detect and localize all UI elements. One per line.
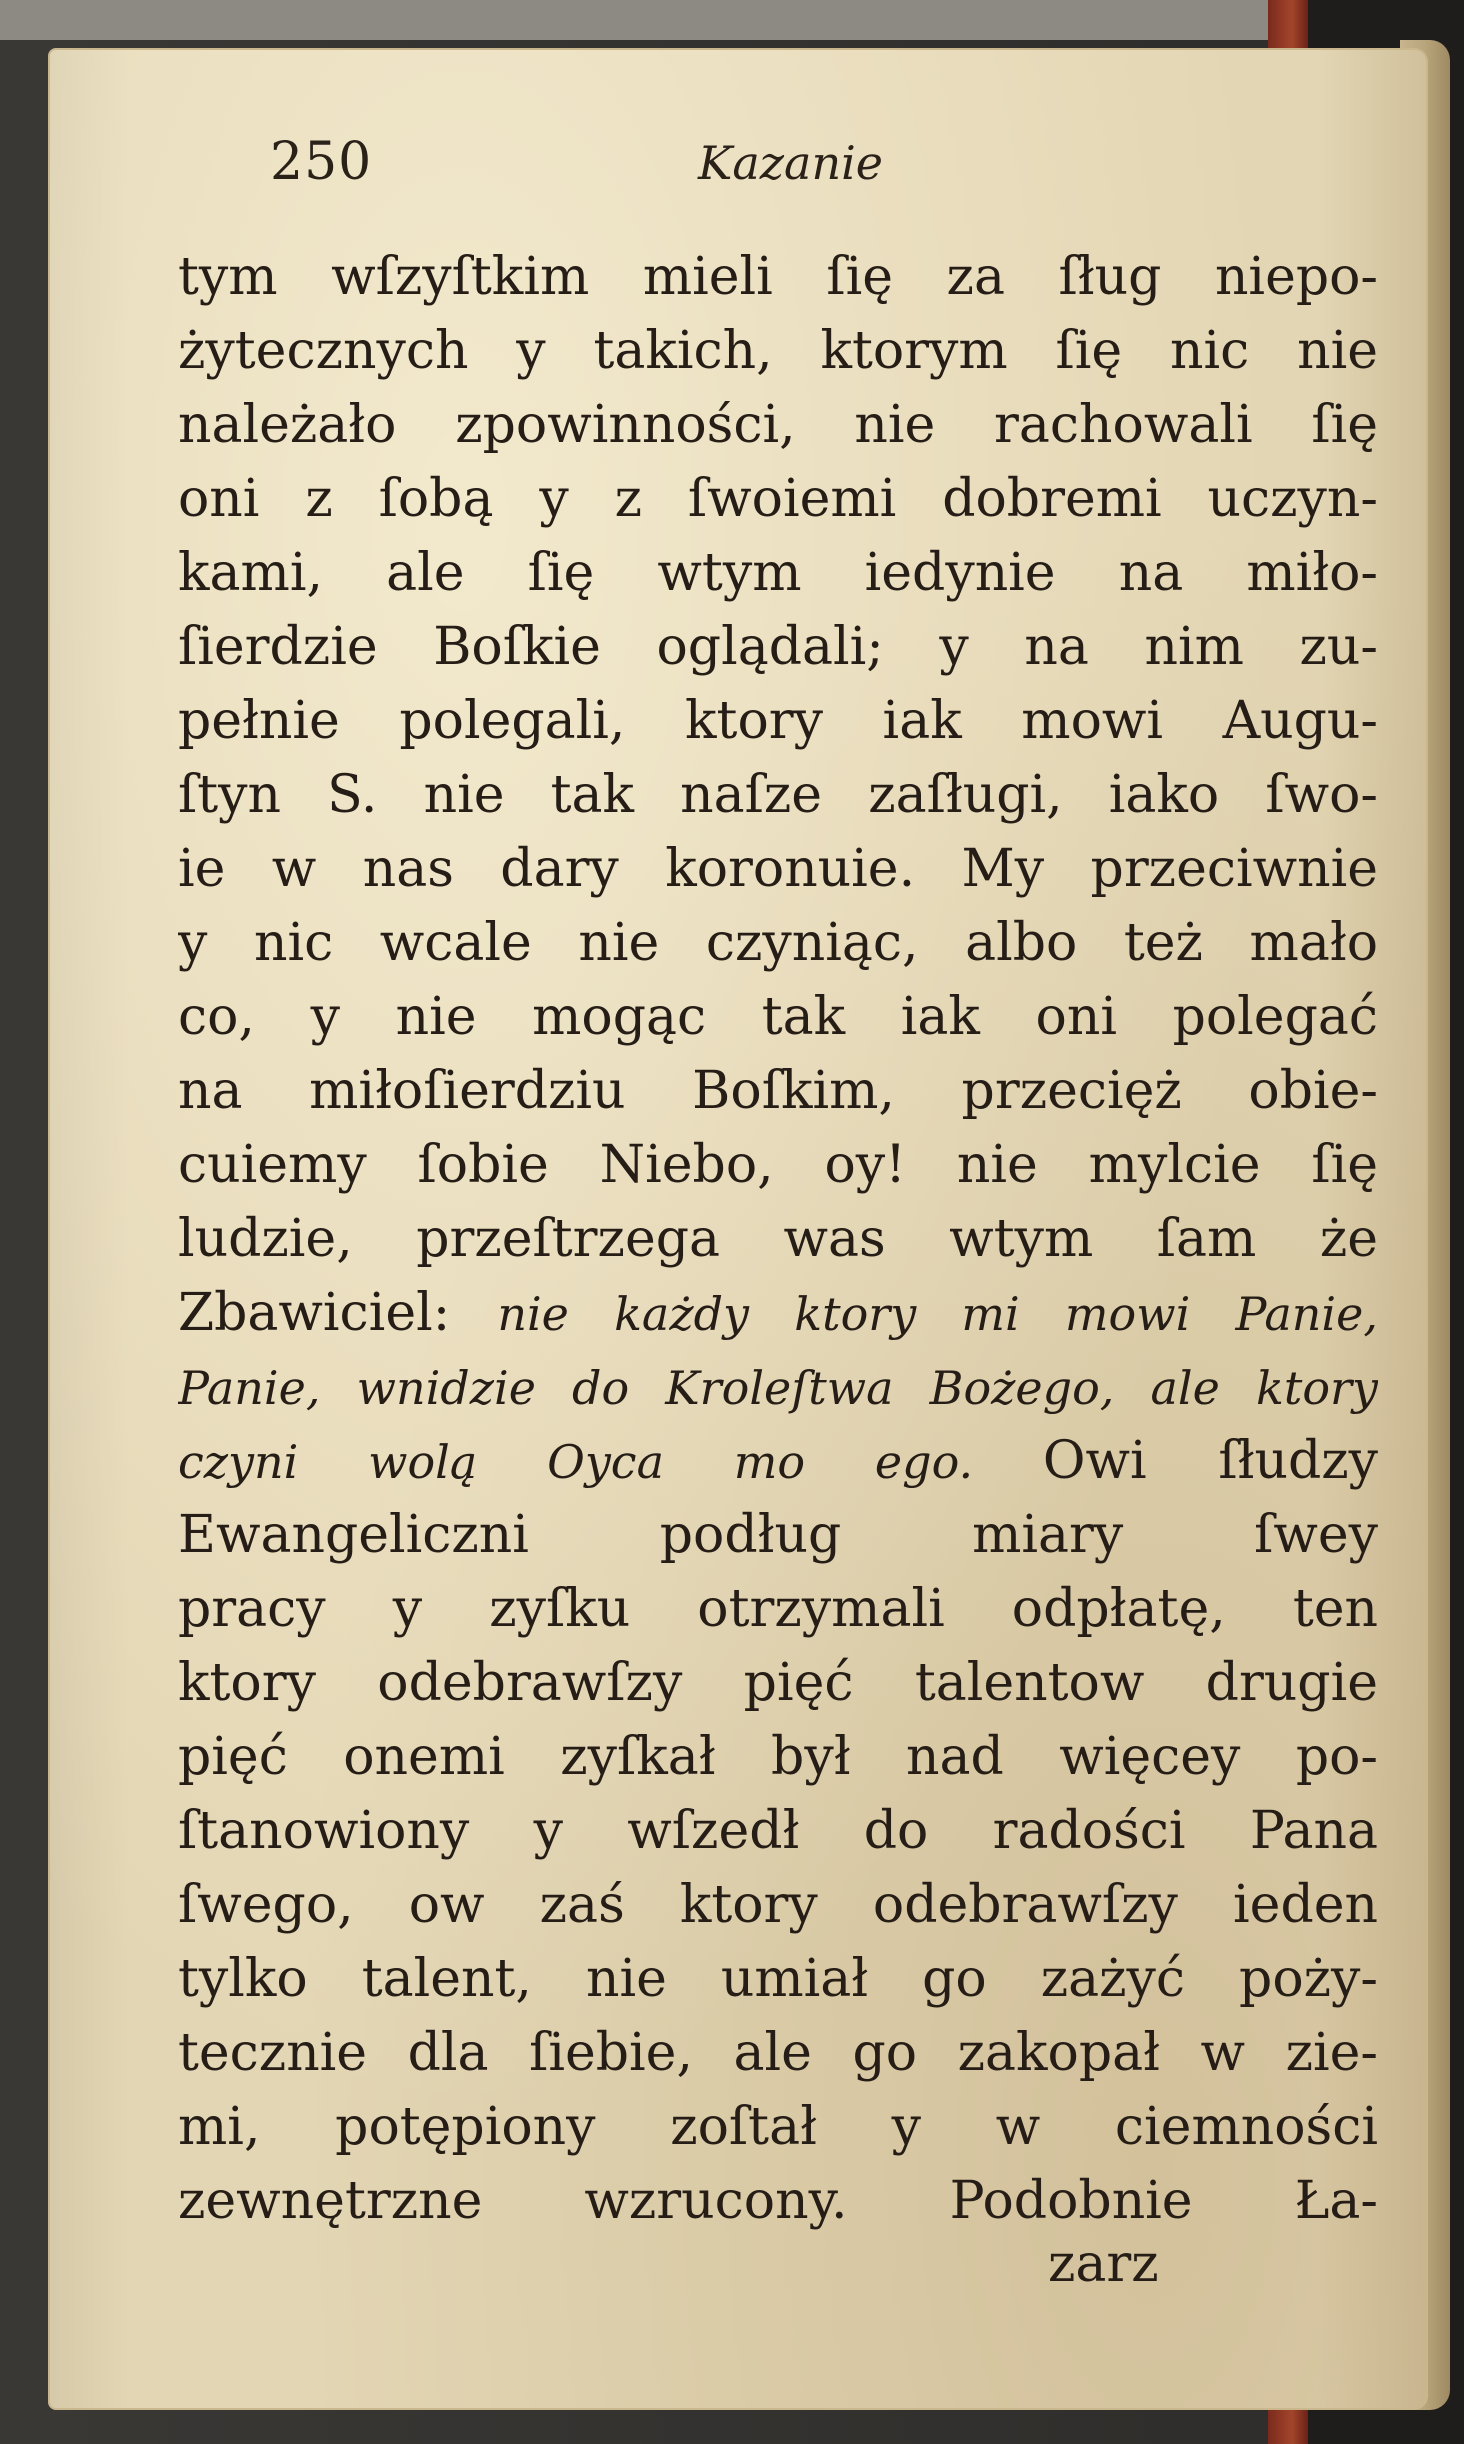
italic-quote: Panie, wnidzie do Kroleſtwa Bożego, ale ktory — [178, 1361, 1378, 1415]
book-page — [48, 48, 1428, 2410]
text-line: pełnie polegali, ktory iak mowi Augu- — [178, 691, 1378, 751]
text-line: Ewangeliczni podług miary ſwey — [178, 1505, 1378, 1565]
italic-quote: czyni wolą Oyca mo ego. — [178, 1435, 1043, 1489]
text-line: co, y nie mogąc tak iak oni polegać — [178, 987, 1378, 1047]
text-line: pięć onemi zyſkał był nad więcey po- — [178, 1727, 1378, 1787]
running-head: Kazanie — [698, 136, 884, 190]
text-line: czyni wolą Oyca mo ego. Owi ſłudzy — [178, 1431, 1378, 1491]
text-line — [178, 1350, 1378, 1424]
text-line: ſtyn S. nie tak naſze zaſługi, iako ſwo- — [178, 765, 1378, 825]
page-header — [48, 132, 1428, 212]
scan-top-margin — [0, 0, 1464, 40]
text-line: ludzie, przeſtrzega was wtym ſam że — [178, 1209, 1378, 1269]
text-line: ie w nas dary koronuie. My przeciwnie — [178, 839, 1378, 899]
text-line: ſwego, ow zaś ktory odebrawſzy ieden — [178, 1875, 1378, 1935]
text-line: ſtanowiony y wſzedł do radości Pana — [178, 1801, 1378, 1861]
text-line: pracy y zyſku otrzymali odpłatę, ten — [178, 1579, 1378, 1639]
text-line: mi, potępiony zoſtał y w ciemności — [178, 2097, 1378, 2157]
text-line: Zbawiciel: nie każdy ktory mi mowi Panie, — [178, 1283, 1378, 1343]
italic-quote: nie każdy ktory mi mowi Panie, — [497, 1287, 1378, 1341]
text-line: zewnętrzne wzrucony. Podobnie Ła- — [178, 2171, 1378, 2231]
text-line: ſierdzie Boſkie oglądali; y na nim zu- — [178, 617, 1378, 677]
text-line: należało zpowinności, nie rachowali ſię — [178, 395, 1378, 455]
body-text — [178, 240, 1378, 2238]
text-line: na miłoſierdziu Boſkim, przecięż obie- — [178, 1061, 1378, 1121]
text-line: tecznie dla ſiebie, ale go zakopał w zie- — [178, 2023, 1378, 2083]
catchword: zarz — [1048, 2234, 1159, 2294]
text-line: kami, ale ſię wtym iedynie na miło- — [178, 543, 1378, 603]
page-number: 250 — [270, 132, 373, 192]
text-line: ktory odebrawſzy pięć talentow drugie — [178, 1653, 1378, 1713]
text-line: żytecznych y takich, ktorym ſię nic nie — [178, 321, 1378, 381]
text-line: tym wſzyſtkim mieli ſię za ſług niepo- — [178, 247, 1378, 307]
text-line: cuiemy ſobie Niebo, oy! nie mylcie ſię — [178, 1135, 1378, 1195]
text-line: y nic wcale nie czyniąc, albo też mało — [178, 913, 1378, 973]
text-line: tylko talent, nie umiał go zażyć poży- — [178, 1949, 1378, 2009]
text-line: oni z ſobą y z ſwoiemi dobremi uczyn- — [178, 469, 1378, 529]
